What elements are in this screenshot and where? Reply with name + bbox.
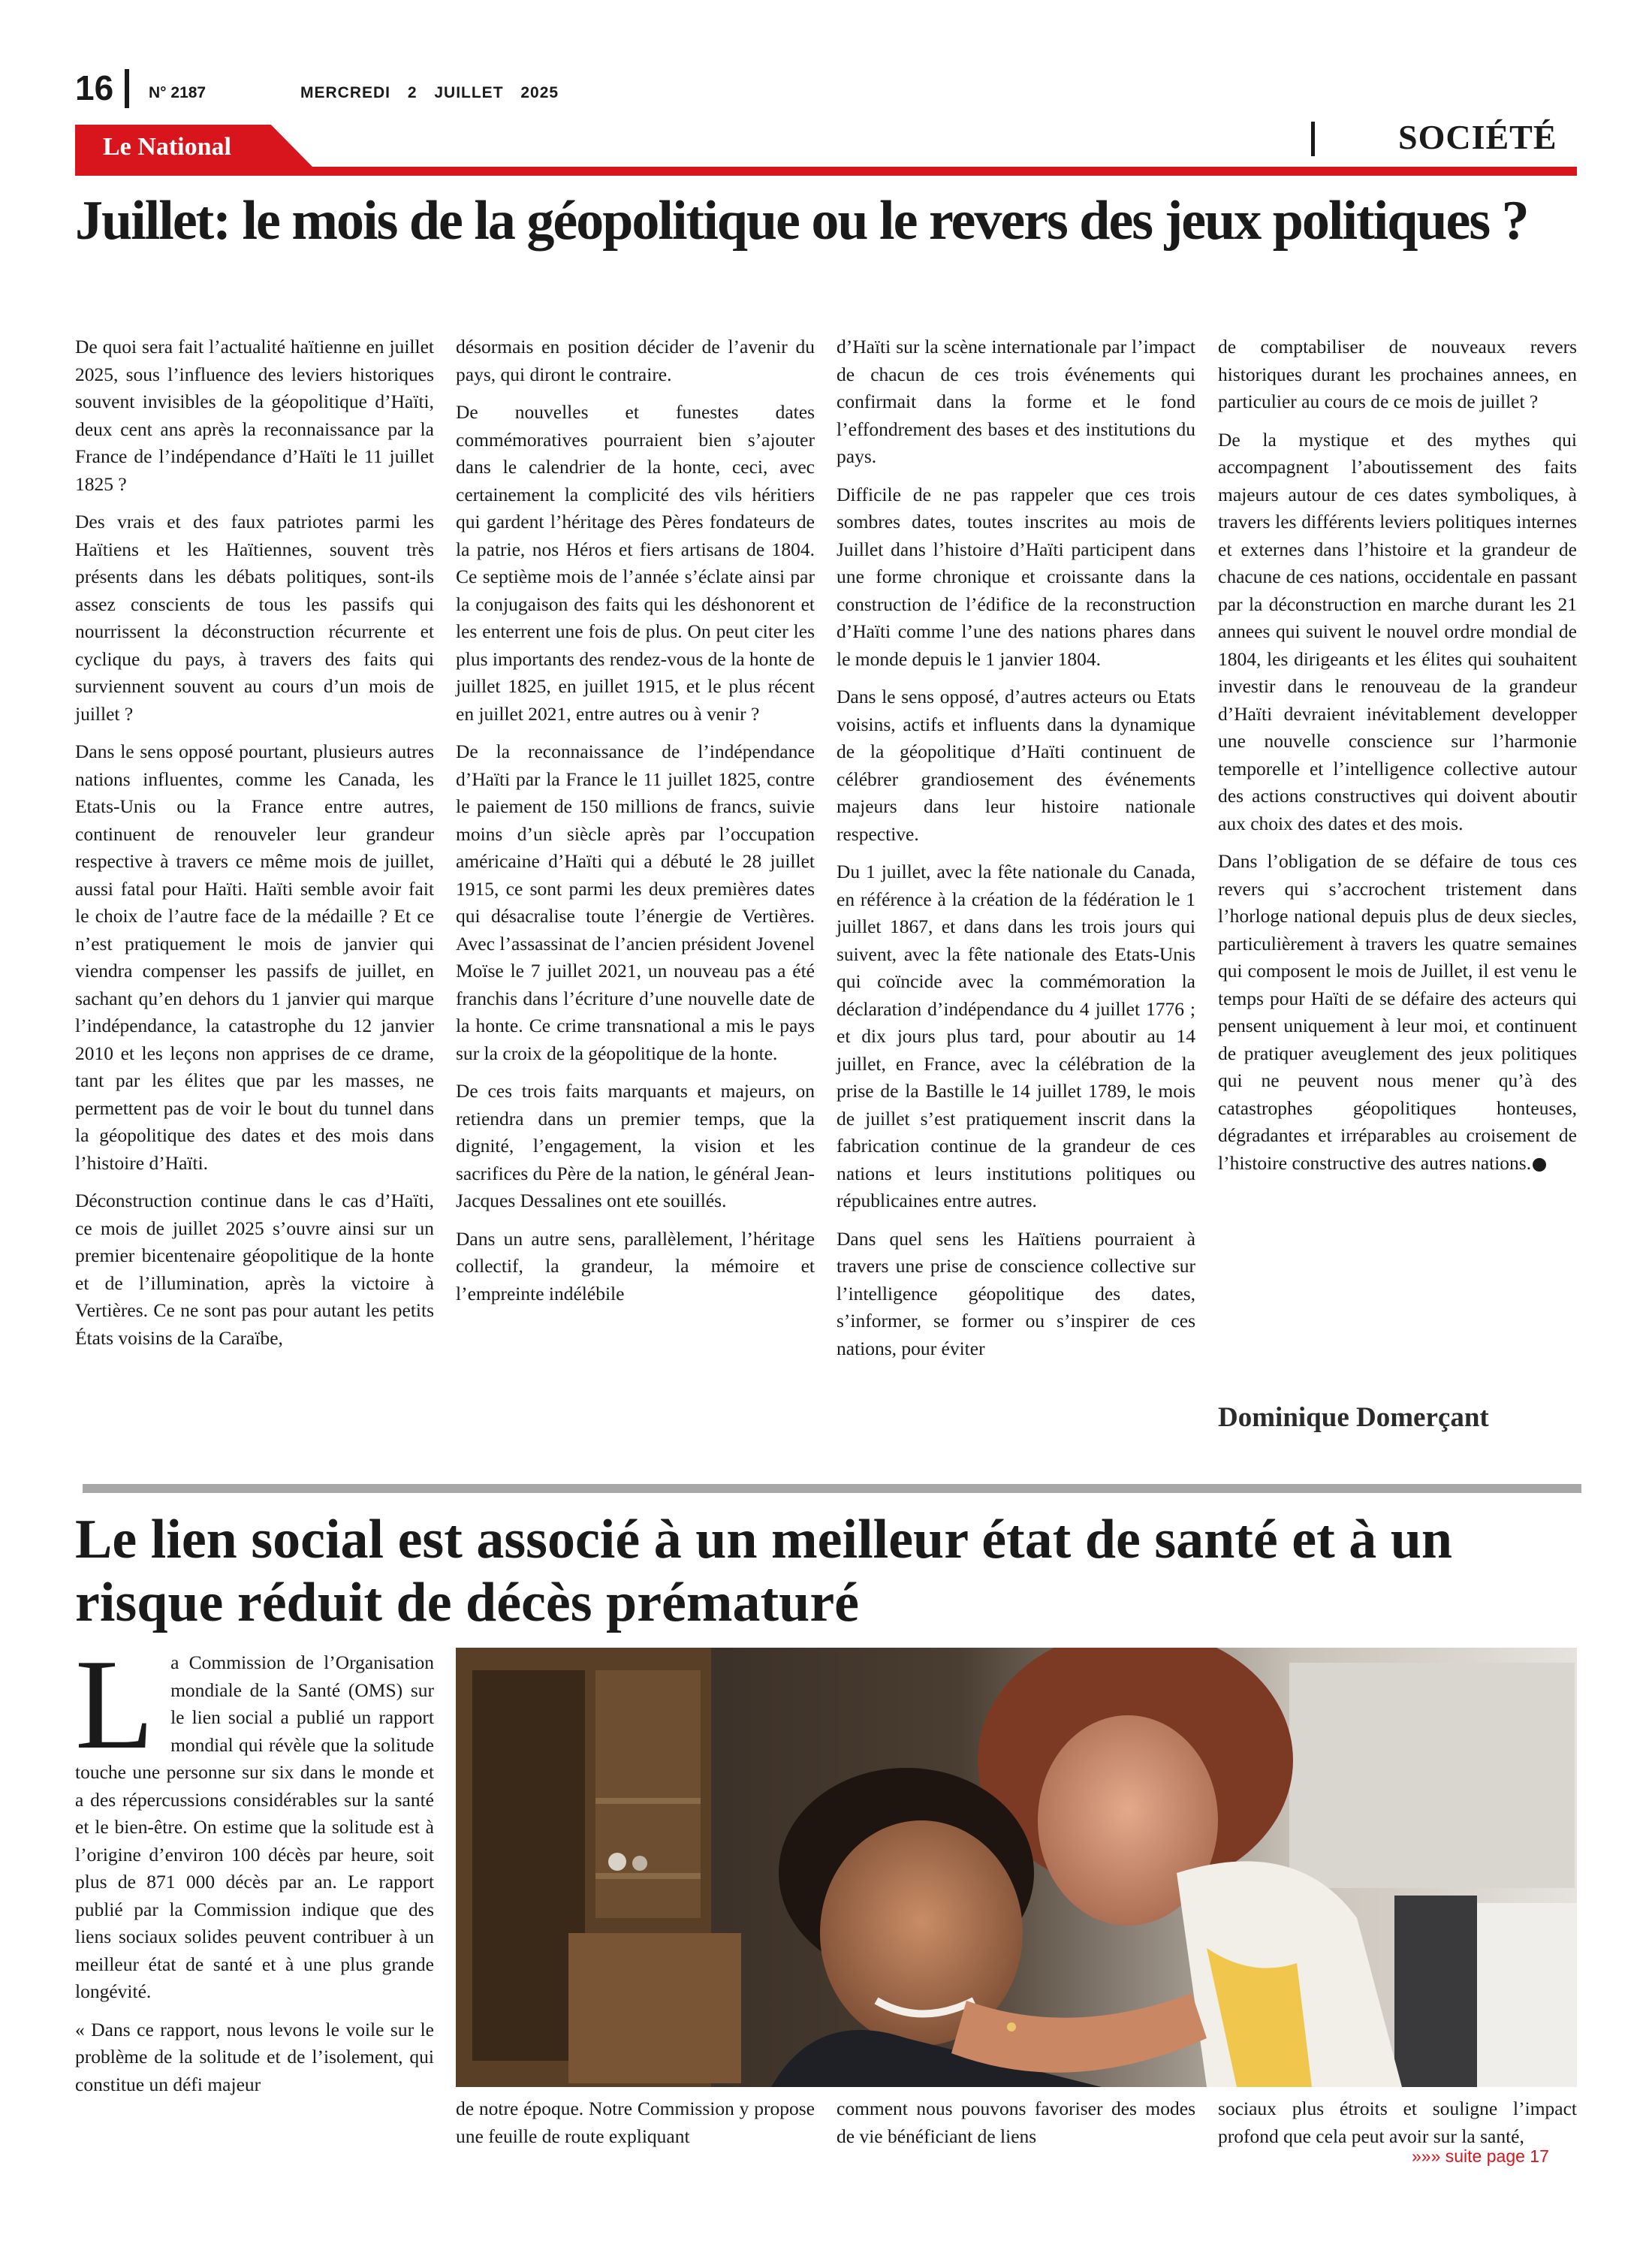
issue-number: N° 2187 (149, 84, 206, 101)
article-divider (83, 1484, 1581, 1493)
photo-illustration (456, 1648, 1577, 2087)
article-photo (456, 1648, 1577, 2087)
paragraph: de notre époque. Notre Commission y propose une feuille de route expliquant (456, 2098, 815, 2147)
end-of-article-icon (1533, 1158, 1546, 1172)
paragraph: Des vrais et des faux patriotes parmi les Haïtiens et les Haïtiennes, souvent très présents dans les débats politiques, sont-ils assez conscients de tous les passifs qui nourrissent la déconstruction récurrente et cyclique du pays, à travers des faits qui surviennent souvent au cours d’un mois de juillet ? (75, 511, 434, 725)
page-number-divider (125, 69, 129, 108)
article1-column-1 (75, 333, 434, 1362)
section-divider (1311, 122, 1315, 156)
continued-link[interactable]: »»» suite page 17 (1412, 2146, 1549, 2166)
paragraph: comment nous pouvons favoriser des modes de vie bénéficiant de liens (837, 2098, 1195, 2147)
paragraph: Dans un autre sens, parallèlement, l’héritage collectif, la grandeur, la mémoire et l’empreinte indélébile (456, 1227, 815, 1304)
paragraph (1218, 848, 1577, 1177)
article1-column-4 (1218, 333, 1577, 1187)
issue-date: MERCREDI 2 JUILLET 2025 (300, 84, 559, 101)
paragraph: Difficile de ne pas rappeler que ces trois sombres dates, toutes inscrites au mois de Juillet dans l’histoire d’Haïti participent dans une forme chronique et croissante dans la construction de l’édifice de la reconstruction d’Haïti comme l’une des nations phares dans le monde depuis le 1 janvier 1804. (837, 483, 1195, 670)
article2-column-3 (837, 2095, 1195, 2161)
paragraph: Dans le sens opposé, d’autres acteurs ou Etats voisins, actifs et influents dans la dynamique de la géopolitique d’Haïti continuent de célébrer grandiosement des événements majeurs dans leur histoire nationale respective. (837, 686, 1195, 845)
header-rule (75, 167, 1577, 176)
paragraph: De la reconnaissance de l’indépendance d’Haïti par la France le 11 juillet 1825, contre le paiement de 150 millions de francs, suivie moins d’un siècle après par l’occupation américaine d’Haïti qui a débuté le 28 juillet 1915, ce sont parmi les deux premières dates qui désacralise toute l’énergie de Vertières. Avec l’assassinat de l’ancien président Jovenel Moïse le 7 juillet 2021, un nouveau pas a été franchis dans l’écriture d’une nouvelle date de la honte. Ce crime transnational a mis le pays sur la croix de la géopolitique de la honte. (456, 740, 815, 1064)
article1-column-3 (837, 333, 1195, 1373)
paragraph: De ces trois faits marquants et majeurs, on retiendra dans un premier temps, que la dignité, l’engagement, la vision et les sacrifices du Père de la nation, le général Jean-Jacques Dessalines ont ete souillés. (456, 1080, 815, 1211)
paragraph-text: a Commission de l’Organisation mondiale de la Santé (OMS) sur le lien social a publié un rapport mondial qui révèle que la solitude touche une personne sur six dans le monde et a des répercussions considérables sur la santé et le bien-être. On estime que la solitude est à l’origine d’environ 100 décès par heure, soit plus de 871 000 décès par an. Le rapport publié par la Commission indique que des liens sociaux solides peuvent contribuer à un meilleur état de santé et à une plus grande longévité. (75, 1651, 434, 2002)
section-title: SOCIÉTÉ (1398, 118, 1557, 156)
article2-column-1 (75, 1633, 434, 2109)
article1-headline: Juillet: le mois de la géopolitique ou le revers des jeux politiques ? (75, 190, 1528, 252)
page-number: 16 (75, 68, 114, 107)
paragraph (75, 1633, 434, 2006)
article2-headline: Le lien social est associé à un meilleur état de santé et à un risque réduit de décès prématuré (75, 1509, 1453, 1633)
paragraph: Déconstruction continue dans le cas d’Haïti, ce mois de juillet 2025 s’ouvre ainsi sur un premier bicentenaire géopolitique de la honte et de l’illumination, après la victoire à Vertières. Ce ne sont pas pour autant les petits États voisins de la Caraïbe, (75, 1190, 434, 1349)
paragraph: de comptabiliser de nouveaux revers historiques durant les prochaines annees, en particulier au cours de ce mois de juillet ? (1218, 336, 1577, 412)
masthead-brand: Le National (103, 133, 231, 161)
paragraph: désormais en position décider de l’avenir du pays, qui diront le contraire. (456, 336, 815, 385)
article2-column-2 (456, 2095, 815, 2161)
paragraph: De quoi sera fait l’actualité haïtienne en juillet 2025, sous l’influence des leviers historiques souvent invisibles de la géopolitique d’Haïti, deux cent ans après la reconnaissance par la France de l’indépendance d’Haïti le 11 juillet 1825 ? (75, 336, 434, 495)
drop-cap: L (75, 1633, 155, 1776)
paragraph: sociaux plus étroits et souligne l’impact profond que cela peut avoir sur la santé, (1218, 2098, 1577, 2147)
paragraph-text: Dans l’obligation de se défaire de tous ces revers qui s’accrochent tristement dans l’horloge national depuis plus de deux siecles, particulièrement à travers les quatre semaines qui composent le mois de Juillet, il est venu le temps pour Haïti de se défaire des acteurs qui pensent uniquement à leur moi, et continuent de pratiquer aveuglement des jeux politiques qui ne peuvent nous mener qu’à des catastrophes géopolitiques honteuses, dégradantes et irréparables au croisement de l’histoire constructive des autres nations. (1218, 850, 1577, 1174)
paragraph: « Dans ce rapport, nous levons le voile sur le problème de la solitude et de l’isolement, qui constitue un défi majeur (75, 2018, 434, 2095)
article1-column-2 (456, 333, 815, 1318)
paragraph: De la mystique et des mythes qui accompagnent l’aboutissement des faits majeurs autour de ces dates symboliques, à travers les différents leviers politiques internes et externes dans l’histoire et la grandeur de chacune de ces nations, occidentale en passant par la déconstruction en marche durant les 21 annees qui suivent le nouvel ordre mondial de 1804, les dirigeants et les élites qui souhaitent investir dans le renouveau de la grandeur d’Haïti devraient inévitablement developper une nouvelle conscience sur l’harmonie temporelle et l’intelligence collective autour des actions constructives qui doivent aboutir aux choix des dates et des mois. (1218, 428, 1577, 834)
author-byline: Dominique Domerçant (1218, 1402, 1489, 1433)
paragraph: Du 1 juillet, avec la fête nationale du Canada, en référence à la création de la fédération le 1 juillet 1867, et dans dans les trois jours qui suivent, avec la fête nationale des Etats-Unis qui coïncide avec la commémoration la déclaration d’indépendance du 4 juillet 1776 ; et dix jours plus tard, pour aboutir au 14 juillet, en France, avec la célébration de la prise de la Bastille le 14 juillet 1789, le mois de juillet s’est pratiquement inscrit dans la fabrication continue de la grandeur de ces nations et leurs institutions politiques ou républicaines entre autres. (837, 861, 1195, 1211)
paragraph: Dans quel sens les Haïtiens pourraient à travers une prise de conscience collective sur l’intelligence géopolitique des dates, s’informer, se former ou s’inspirer de ces nations, pour éviter (837, 1227, 1195, 1359)
paragraph: Dans le sens opposé pourtant, plusieurs autres nations influentes, comme les Canada, les Etats-Unis ou la France entre autres, continuent de renouveler leur grandeur respective à travers ce même mois de juillet, aussi fatal pour Haïti. Haïti semble avoir fait le choix de l’autre face de la médaille ? Et ce n’est pratiquement le mois de janvier qui viendra compenser les passifs de juillet, en sachant qu’en dehors du 1 janvier qui marque l’indépendance, la catastrophe du 12 janvier 2010 et les leçons non apprises de ce drame, tant par les élites que par les masses, ne permettent pas de voir le bout du tunnel dans la géopolitique des dates et des mois dans l’histoire d’Haïti. (75, 740, 434, 1174)
paragraph: De nouvelles et funestes dates commémoratives pourraient bien s’ajouter dans le calendrier de la honte, ceci, avec certainement la complicité des vils héritiers qui gardent l’héritage des Pères fondateurs de la patrie, nos Héros et fiers artisans de 1804. Ce septième mois de l’année s’éclate ainsi par la conjugaison des faits qui les déshonorent et les enterrent une fois de plus. On peut citer les plus importants des rendez-vous de la honte de juillet 1825, en juillet 1915, et le plus récent en juillet 2021, entre autres ou à venir ? (456, 401, 815, 725)
paragraph: d’Haïti sur la scène internationale par l’impact de chacun de ces trois événements qui confirmait dans la forme et le fond l’effondrement des bases et des institutions du pays. (837, 336, 1195, 467)
